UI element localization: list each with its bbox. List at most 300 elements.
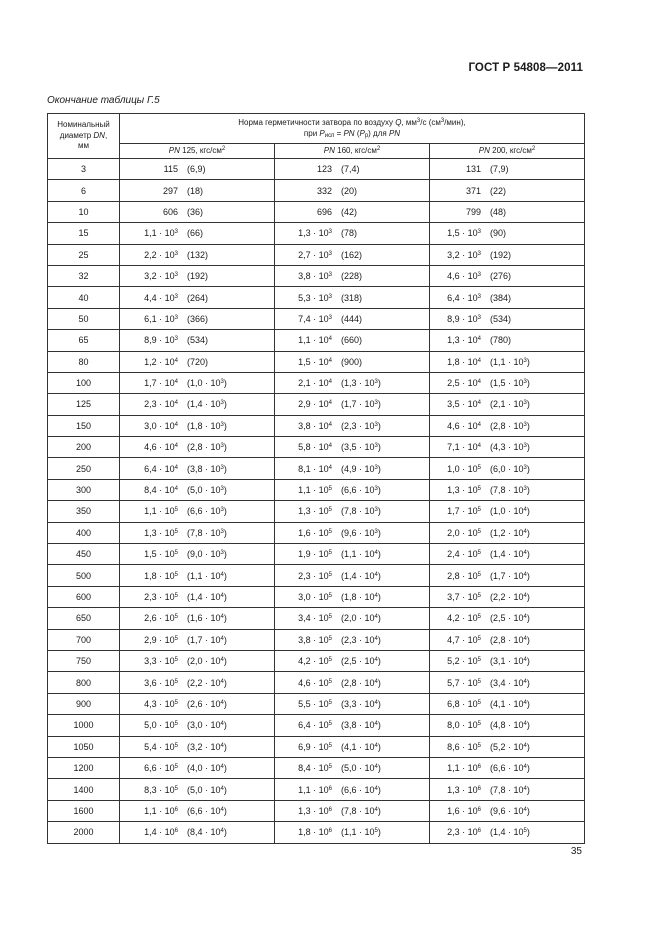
- flow-mm3s: $4,7 \cdot 10^5$: [447, 634, 481, 645]
- flow-mm3s: $4,2 \cdot 10^5$: [298, 656, 332, 667]
- leak-value-cell: [120, 265, 275, 286]
- flow-mm3s: $1,6 \cdot 10^6$: [447, 805, 481, 816]
- leak-value-cell: [120, 586, 275, 607]
- leak-value-cell: [120, 287, 275, 308]
- flow-cm3min: $(1,3 \cdot 10^3)$: [341, 378, 381, 389]
- flow-cm3min: $(1,0 \cdot 10^3)$: [187, 378, 227, 389]
- flow-mm3s: 606: [162, 206, 178, 217]
- flow-mm3s: $2,2 \cdot 10^3$: [144, 249, 178, 260]
- flow-cm3min: (318): [341, 292, 363, 303]
- flow-cm3min: $(2,2 \cdot 10^4)$: [490, 592, 530, 602]
- flow-cm3min: (90): [490, 228, 507, 239]
- flow-mm3s: $1,1 \cdot 10^6$: [447, 763, 481, 774]
- flow-mm3s: $4,6 \cdot 10^4$: [447, 420, 481, 431]
- flow-cm3min: (720): [187, 356, 209, 367]
- flow-mm3s: $1,3 \cdot 10^6$: [298, 805, 332, 816]
- leak-value-cell: [275, 437, 430, 458]
- dn-cell: 40: [48, 287, 120, 308]
- table-row: [48, 458, 585, 479]
- leak-value-cell: [430, 458, 585, 479]
- flow-cm3min: $(7,8 \cdot 10^4)$: [341, 805, 381, 816]
- flow-mm3s: $3,8 \cdot 10^4$: [298, 420, 332, 431]
- leak-value-cell: [275, 565, 430, 586]
- flow-cm3min: $(1,8 \cdot 10^4)$: [341, 592, 381, 602]
- flow-mm3s: $1,3 \cdot 10^5$: [447, 485, 481, 496]
- flow-cm3min: $(2,5 \cdot 10^4)$: [341, 656, 381, 667]
- flow-mm3s: $1,1 \cdot 10^5$: [298, 485, 332, 496]
- leak-value-cell: [275, 800, 430, 821]
- flow-mm3s: $5,3 \cdot 10^3$: [298, 292, 332, 303]
- leak-value-cell: [275, 779, 430, 800]
- dn-cell: 3: [48, 159, 120, 180]
- flow-mm3s: $5,7 \cdot 10^5$: [447, 677, 481, 688]
- dn-cell: 2000: [48, 822, 120, 843]
- flow-cm3min: $(7,8 \cdot 10^3)$: [341, 506, 381, 517]
- flow-mm3s: $8,9 \cdot 10^3$: [447, 313, 481, 324]
- leak-value-cell: [275, 351, 430, 372]
- flow-cm3min: $(5,0 \cdot 10^3)$: [187, 485, 227, 496]
- leak-value-cell: [120, 544, 275, 565]
- dn-cell: 1200: [48, 757, 120, 778]
- leak-value-cell: [430, 159, 585, 180]
- leak-value-cell: [275, 693, 430, 714]
- flow-mm3s: $1,2 \cdot 10^4$: [144, 356, 178, 367]
- dn-cell: 32: [48, 265, 120, 286]
- leak-value-cell: [430, 757, 585, 778]
- leak-value-cell: [275, 629, 430, 650]
- flow-cm3min: $(1,2 \cdot 10^4)$: [490, 527, 530, 538]
- flow-cm3min: $(1,6 \cdot 10^4)$: [187, 613, 227, 624]
- table-row: [48, 265, 585, 286]
- flow-cm3min: $(3,8 \cdot 10^3)$: [187, 463, 227, 474]
- flow-cm3min: $(3,4 \cdot 10^4)$: [490, 677, 530, 688]
- dn-cell: 65: [48, 330, 120, 351]
- table-row: [48, 287, 585, 308]
- leak-value-cell: [430, 437, 585, 458]
- dn-cell: 450: [48, 544, 120, 565]
- table-row: [48, 715, 585, 736]
- flow-mm3s: $1,5 \cdot 10^3$: [447, 228, 481, 239]
- leak-value-cell: [120, 565, 275, 586]
- flow-cm3min: $(1,7 \cdot 10^4)$: [187, 634, 227, 645]
- flow-mm3s: $3,7 \cdot 10^5$: [447, 592, 481, 602]
- flow-cm3min: (444): [341, 313, 363, 324]
- flow-mm3s: $7,4 \cdot 10^3$: [298, 313, 332, 324]
- flow-cm3min: $(3,2 \cdot 10^4)$: [187, 741, 227, 752]
- flow-mm3s: $3,5 \cdot 10^4$: [447, 399, 481, 410]
- leak-value-cell: [120, 522, 275, 543]
- flow-mm3s: $8,6 \cdot 10^5$: [447, 741, 481, 752]
- flow-cm3min: $(1,0 \cdot 10^4)$: [490, 506, 530, 517]
- leak-value-cell: [120, 244, 275, 265]
- leak-value-cell: [430, 586, 585, 607]
- flow-cm3min: (7,9): [490, 164, 509, 175]
- table-row: [48, 565, 585, 586]
- flow-mm3s: $2,9 \cdot 10^5$: [144, 634, 178, 645]
- pn160-column-header: PN 160, кгс/$см^2$: [275, 144, 430, 159]
- flow-cm3min: (534): [187, 335, 209, 346]
- leak-value-cell: [120, 501, 275, 522]
- flow-mm3s: $2,3 \cdot 10^5$: [144, 592, 178, 602]
- flow-cm3min: (534): [490, 313, 512, 324]
- leak-value-cell: [430, 693, 585, 714]
- leak-value-cell: [120, 159, 275, 180]
- flow-mm3s: $2,5 \cdot 10^4$: [447, 378, 481, 389]
- leak-value-cell: [430, 201, 585, 222]
- leak-value-cell: [120, 415, 275, 436]
- leak-value-cell: [430, 608, 585, 629]
- leak-value-cell: [275, 201, 430, 222]
- dn-cell: 50: [48, 308, 120, 329]
- table-row: [48, 479, 585, 500]
- flow-mm3s: $1,8 \cdot 10^6$: [298, 827, 332, 838]
- leak-value-cell: [430, 650, 585, 671]
- flow-cm3min: $(6,6 \cdot 10^3)$: [341, 485, 381, 496]
- flow-mm3s: $4,6 \cdot 10^4$: [144, 442, 178, 453]
- leak-value-cell: [275, 287, 430, 308]
- leak-value-cell: [430, 715, 585, 736]
- dn-cell: 125: [48, 394, 120, 415]
- leak-rate-table: [47, 113, 585, 844]
- flow-mm3s: $1,6 \cdot 10^5$: [298, 527, 332, 538]
- flow-mm3s: $6,9 \cdot 10^5$: [298, 741, 332, 752]
- dn-cell: 1050: [48, 736, 120, 757]
- flow-mm3s: $6,1 \cdot 10^3$: [144, 313, 178, 324]
- flow-cm3min: $(2,5 \cdot 10^4)$: [490, 613, 530, 624]
- flow-mm3s: $4,6 \cdot 10^5$: [298, 677, 332, 688]
- leak-value-cell: [120, 736, 275, 757]
- leak-value-cell: [120, 223, 275, 244]
- dn-cell: 80: [48, 351, 120, 372]
- leak-value-cell: [120, 437, 275, 458]
- table-row: [48, 180, 585, 201]
- dn-cell: 300: [48, 479, 120, 500]
- dn-column-header: Номинальный диаметр DN, мм: [48, 114, 120, 159]
- flow-cm3min: $(9,0 \cdot 10^3)$: [187, 549, 227, 560]
- leak-value-cell: [430, 415, 585, 436]
- leak-value-cell: [120, 394, 275, 415]
- dn-cell: 800: [48, 672, 120, 693]
- flow-cm3min: $(1,8 \cdot 10^3)$: [187, 420, 227, 431]
- table-row: [48, 223, 585, 244]
- flow-cm3min: $(9,6 \cdot 10^3)$: [341, 527, 381, 538]
- flow-cm3min: $(4,1 \cdot 10^4)$: [490, 698, 530, 709]
- leak-value-cell: [120, 180, 275, 201]
- flow-cm3min: (6,9): [187, 164, 206, 175]
- table-row: [48, 437, 585, 458]
- table-row: [48, 244, 585, 265]
- page-number: 35: [570, 846, 582, 857]
- flow-mm3s: $8,1 \cdot 10^4$: [298, 463, 332, 474]
- leak-value-cell: [275, 544, 430, 565]
- dn-cell: 10: [48, 201, 120, 222]
- flow-mm3s: $3,6 \cdot 10^5$: [144, 677, 178, 688]
- flow-mm3s: $2,4 \cdot 10^5$: [447, 549, 481, 560]
- flow-mm3s: $4,2 \cdot 10^5$: [447, 613, 481, 624]
- dn-cell: 1600: [48, 800, 120, 821]
- leak-value-cell: [275, 522, 430, 543]
- flow-mm3s: $4,3 \cdot 10^5$: [144, 698, 178, 709]
- flow-cm3min: (192): [187, 271, 209, 282]
- leak-value-cell: [430, 308, 585, 329]
- flow-mm3s: 123: [316, 164, 332, 175]
- dn-cell: 6: [48, 180, 120, 201]
- flow-cm3min: (7,4): [341, 164, 360, 175]
- flow-cm3min: (36): [187, 206, 204, 217]
- leak-value-cell: [275, 415, 430, 436]
- flow-mm3s: $5,5 \cdot 10^5$: [298, 698, 332, 709]
- leak-value-cell: [120, 822, 275, 843]
- flow-cm3min: $(1,1 \cdot 10^5)$: [341, 827, 381, 838]
- table-row: [48, 201, 585, 222]
- flow-mm3s: $1,8 \cdot 10^4$: [447, 356, 481, 367]
- flow-cm3min: (22): [490, 185, 507, 196]
- leak-value-cell: [275, 330, 430, 351]
- flow-mm3s: 371: [465, 185, 481, 196]
- flow-cm3min: $(2,1 \cdot 10^3)$: [490, 399, 530, 410]
- dn-cell: 150: [48, 415, 120, 436]
- flow-mm3s: $2,1 \cdot 10^4$: [298, 378, 332, 389]
- leak-value-cell: [430, 672, 585, 693]
- flow-mm3s: $1,8 \cdot 10^5$: [144, 570, 178, 581]
- flow-mm3s: $8,9 \cdot 10^3$: [144, 335, 178, 346]
- leak-value-cell: [275, 458, 430, 479]
- leak-value-cell: [120, 330, 275, 351]
- leak-value-cell: [430, 265, 585, 286]
- flow-cm3min: $(1,5 \cdot 10^3)$: [490, 378, 530, 389]
- leak-value-cell: [275, 394, 430, 415]
- table-row: [48, 522, 585, 543]
- flow-cm3min: $(7,8 \cdot 10^4)$: [490, 784, 530, 795]
- flow-cm3min: (18): [187, 185, 204, 196]
- flow-cm3min: $(2,6 \cdot 10^4)$: [187, 698, 227, 709]
- flow-cm3min: $(3,3 \cdot 10^4)$: [341, 698, 381, 709]
- flow-cm3min: $(6,6 \cdot 10^4)$: [187, 805, 227, 816]
- flow-cm3min: $(2,8 \cdot 10^4)$: [490, 634, 530, 645]
- table-row: [48, 372, 585, 393]
- flow-cm3min: (192): [490, 249, 512, 260]
- leak-value-cell: [275, 244, 430, 265]
- flow-cm3min: $(5,0 \cdot 10^4)$: [187, 784, 227, 795]
- table-row: [48, 351, 585, 372]
- dn-cell: 25: [48, 244, 120, 265]
- flow-cm3min: $(4,9 \cdot 10^3)$: [341, 463, 381, 474]
- dn-cell: 600: [48, 586, 120, 607]
- flow-mm3s: $3,4 \cdot 10^5$: [298, 613, 332, 624]
- table-row: [48, 159, 585, 180]
- leak-value-cell: [430, 244, 585, 265]
- flow-cm3min: (78): [341, 228, 358, 239]
- flow-cm3min: $(3,5 \cdot 10^3)$: [341, 442, 381, 453]
- flow-cm3min: $(4,8 \cdot 10^4)$: [490, 720, 530, 731]
- flow-mm3s: $1,4 \cdot 10^6$: [144, 827, 178, 838]
- flow-cm3min: $(1,4 \cdot 10^5)$: [490, 827, 530, 838]
- flow-mm3s: $1,7 \cdot 10^5$: [447, 506, 481, 517]
- leak-value-cell: [120, 458, 275, 479]
- flow-cm3min: $(2,0 \cdot 10^4)$: [187, 656, 227, 667]
- flow-mm3s: 799: [465, 206, 481, 217]
- leak-value-cell: [275, 757, 430, 778]
- flow-cm3min: $(5,2 \cdot 10^4)$: [490, 741, 530, 752]
- leak-value-cell: [430, 287, 585, 308]
- flow-mm3s: $8,4 \cdot 10^5$: [298, 763, 332, 774]
- dn-cell: 200: [48, 437, 120, 458]
- flow-mm3s: $5,2 \cdot 10^5$: [447, 656, 481, 667]
- leak-value-cell: [275, 265, 430, 286]
- leak-value-cell: [120, 308, 275, 329]
- flow-cm3min: $(2,8 \cdot 10^3)$: [490, 420, 530, 431]
- flow-mm3s: $3,3 \cdot 10^5$: [144, 656, 178, 667]
- pn125-column-header: PN 125, кгс/$см^2$: [120, 144, 275, 159]
- flow-mm3s: $3,2 \cdot 10^3$: [144, 271, 178, 282]
- flow-mm3s: $3,8 \cdot 10^3$: [298, 271, 332, 282]
- flow-mm3s: $3,0 \cdot 10^5$: [298, 592, 332, 602]
- flow-mm3s: $3,2 \cdot 10^3$: [447, 249, 481, 260]
- flow-cm3min: $(1,4 \cdot 10^3)$: [187, 399, 227, 410]
- dn-cell: 500: [48, 565, 120, 586]
- flow-mm3s: $1,1 \cdot 10^6$: [144, 805, 178, 816]
- dn-cell: 400: [48, 522, 120, 543]
- table-caption: Окончание таблицы Г.5: [47, 95, 160, 106]
- flow-mm3s: $2,3 \cdot 10^5$: [298, 570, 332, 581]
- flow-cm3min: $(7,8 \cdot 10^3)$: [490, 485, 530, 496]
- flow-cm3min: $(2,8 \cdot 10^3)$: [187, 442, 227, 453]
- flow-cm3min: $(1,1 \cdot 10^4)$: [341, 549, 381, 560]
- leak-value-cell: [120, 650, 275, 671]
- flow-cm3min: (132): [187, 249, 209, 260]
- flow-cm3min: $(1,1 \cdot 10^3)$: [490, 356, 530, 367]
- flow-cm3min: (66): [187, 228, 204, 239]
- flow-cm3min: $(4,3 \cdot 10^3)$: [490, 442, 530, 453]
- flow-mm3s: $1,3 \cdot 10^6$: [447, 784, 481, 795]
- dn-cell: 1400: [48, 779, 120, 800]
- flow-cm3min: (20): [341, 185, 358, 196]
- table-row: [48, 501, 585, 522]
- document-standard-header: ГОСТ Р 54808—2011: [468, 62, 583, 74]
- dn-cell: 250: [48, 458, 120, 479]
- leak-value-cell: [430, 501, 585, 522]
- flow-mm3s: $1,9 \cdot 10^5$: [298, 549, 332, 560]
- flow-cm3min: (48): [490, 206, 507, 217]
- flow-cm3min: $(2,8 \cdot 10^4)$: [341, 677, 381, 688]
- flow-cm3min: $(2,3 \cdot 10^3)$: [341, 420, 381, 431]
- flow-mm3s: $8,0 \cdot 10^5$: [447, 720, 481, 731]
- flow-cm3min: (384): [490, 292, 512, 303]
- flow-mm3s: 115: [163, 164, 178, 175]
- flow-mm3s: $6,4 \cdot 10^4$: [144, 463, 178, 474]
- flow-mm3s: $1,1 \cdot 10^3$: [144, 228, 178, 239]
- dn-cell: 700: [48, 629, 120, 650]
- table-row: [48, 608, 585, 629]
- flow-cm3min: $(7,8 \cdot 10^3)$: [187, 527, 227, 538]
- leak-value-cell: [275, 608, 430, 629]
- leak-value-cell: [430, 565, 585, 586]
- dn-cell: 650: [48, 608, 120, 629]
- leak-value-cell: [120, 201, 275, 222]
- dn-cell: 350: [48, 501, 120, 522]
- flow-mm3s: $6,8 \cdot 10^5$: [447, 698, 481, 709]
- leak-value-cell: [120, 479, 275, 500]
- leak-value-cell: [275, 159, 430, 180]
- leak-value-cell: [430, 800, 585, 821]
- leak-value-cell: [275, 715, 430, 736]
- flow-mm3s: $1,7 \cdot 10^4$: [144, 378, 178, 389]
- flow-mm3s: 696: [316, 206, 332, 217]
- flow-mm3s: $5,8 \cdot 10^4$: [298, 442, 332, 453]
- table-row: [48, 308, 585, 329]
- flow-mm3s: $5,4 \cdot 10^5$: [144, 741, 178, 752]
- flow-mm3s: $5,0 \cdot 10^5$: [144, 720, 178, 731]
- flow-mm3s: $1,1 \cdot 10^4$: [298, 335, 332, 346]
- table-row: [48, 693, 585, 714]
- flow-mm3s: 297: [162, 185, 178, 196]
- flow-cm3min: $(2,2 \cdot 10^4)$: [187, 677, 227, 688]
- flow-cm3min: $(5,0 \cdot 10^4)$: [341, 763, 381, 774]
- leak-value-cell: [430, 779, 585, 800]
- flow-mm3s: $3,8 \cdot 10^5$: [298, 634, 332, 645]
- leak-value-cell: [120, 715, 275, 736]
- leak-value-cell: [120, 693, 275, 714]
- table-row: [48, 736, 585, 757]
- flow-cm3min: (276): [490, 271, 512, 282]
- flow-cm3min: $(1,4 \cdot 10^4)$: [187, 592, 227, 602]
- flow-cm3min: $(3,0 \cdot 10^4)$: [187, 720, 227, 731]
- table-row: [48, 650, 585, 671]
- flow-mm3s: $1,1 \cdot 10^6$: [298, 784, 332, 795]
- flow-mm3s: $7,1 \cdot 10^4$: [447, 442, 481, 453]
- flow-cm3min: $(1,7 \cdot 10^4)$: [490, 570, 530, 581]
- flow-cm3min: $(4,1 \cdot 10^4)$: [341, 741, 381, 752]
- pn200-column-header: PN 200, кгс/$см^2$: [430, 144, 585, 159]
- flow-cm3min: (162): [341, 249, 363, 260]
- leak-value-cell: [430, 394, 585, 415]
- flow-cm3min: $(6,6 \cdot 10^3)$: [187, 506, 227, 517]
- flow-mm3s: $1,3 \cdot 10^3$: [298, 228, 332, 239]
- flow-mm3s: $2,8 \cdot 10^5$: [447, 570, 481, 581]
- table-row: [48, 544, 585, 565]
- flow-cm3min: (660): [341, 335, 363, 346]
- flow-cm3min: $(2,0 \cdot 10^4)$: [341, 613, 381, 624]
- flow-cm3min: $(9,6 \cdot 10^4)$: [490, 805, 530, 816]
- dn-cell: 15: [48, 223, 120, 244]
- leak-value-cell: [430, 479, 585, 500]
- flow-mm3s: $2,3 \cdot 10^6$: [447, 827, 481, 838]
- leak-value-cell: [275, 223, 430, 244]
- leak-value-cell: [275, 672, 430, 693]
- flow-mm3s: $2,6 \cdot 10^5$: [144, 613, 178, 624]
- flow-mm3s: $1,0 \cdot 10^5$: [447, 463, 481, 474]
- flow-cm3min: $(2,3 \cdot 10^4)$: [341, 634, 381, 645]
- flow-cm3min: $(3,1 \cdot 10^4)$: [490, 656, 530, 667]
- dn-cell: 100: [48, 372, 120, 393]
- table-row: [48, 822, 585, 843]
- leak-value-cell: [430, 629, 585, 650]
- flow-mm3s: $8,4 \cdot 10^4$: [144, 485, 178, 496]
- leak-value-cell: [430, 372, 585, 393]
- flow-cm3min: $(1,4 \cdot 10^4)$: [341, 570, 381, 581]
- flow-cm3min: (780): [490, 335, 512, 346]
- table-row: [48, 800, 585, 821]
- leak-value-cell: [275, 479, 430, 500]
- table-row: [48, 586, 585, 607]
- flow-mm3s: $3,0 \cdot 10^4$: [144, 420, 178, 431]
- flow-cm3min: $(1,7 \cdot 10^3)$: [341, 399, 381, 410]
- leak-value-cell: [275, 736, 430, 757]
- leak-value-cell: [275, 501, 430, 522]
- flow-mm3s: $1,5 \cdot 10^4$: [298, 356, 332, 367]
- table-row: [48, 779, 585, 800]
- leak-value-cell: [275, 822, 430, 843]
